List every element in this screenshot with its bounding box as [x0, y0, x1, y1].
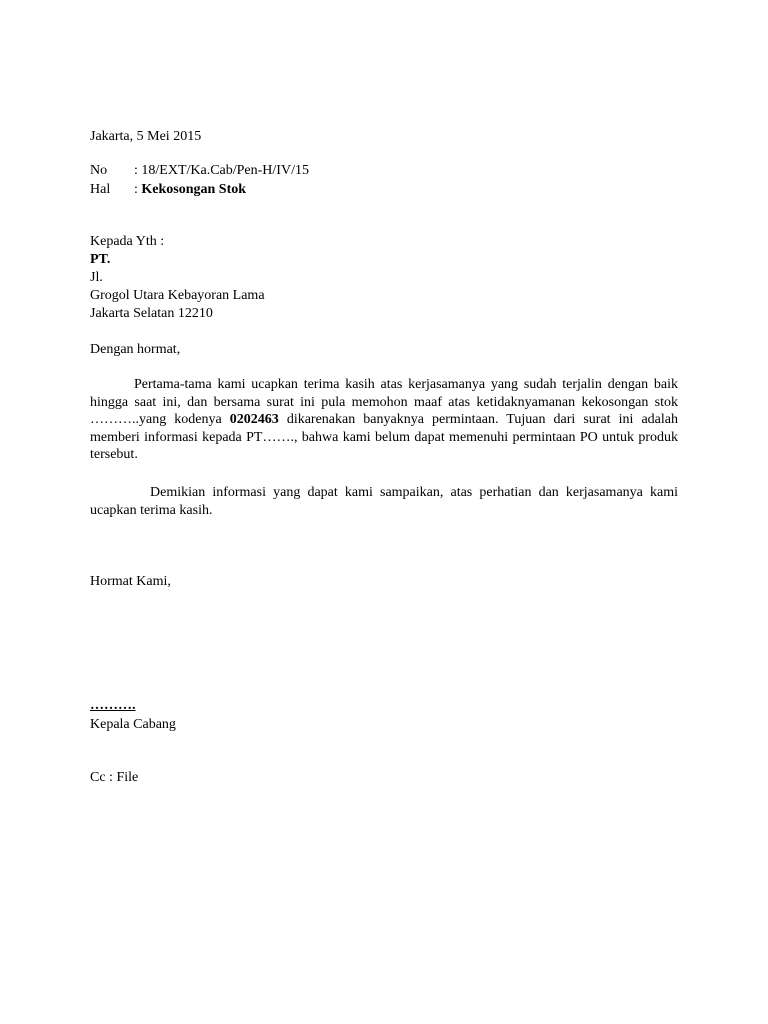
subject-row: [90, 181, 246, 199]
letter-number-row: [90, 162, 309, 180]
subject-label: Hal: [90, 182, 111, 197]
body-paragraph-1-end: dikarenakan banyaknya permintaan. Tujuan dari surat ini adalah memberi informasi kepada PT……., bahwa kami belum dapat memenuhi permintaan PO untuk produk tersebut.: [90, 412, 678, 463]
closing: Hormat Kami,: [90, 574, 171, 589]
signer-name: ……….: [90, 698, 136, 713]
subject-colon: :: [134, 182, 142, 197]
product-code: 0202463: [229, 412, 279, 428]
recipient-company: PT.: [90, 252, 111, 267]
recipient-intro: Kepada Yth :: [90, 234, 165, 249]
body-paragraph-1: [90, 376, 678, 464]
recipient-area: Grogol Utara Kebayoran Lama: [90, 288, 265, 303]
letter-number-value: : 18/EXT/Ka.Cab/Pen-H/IV/15: [134, 163, 309, 178]
subject-value: Kekosongan Stok: [141, 182, 247, 197]
recipient-city: Jakarta Selatan 12210: [90, 306, 213, 321]
body-paragraph-2: Demikian informasi yang dapat kami sampaikan, atas perhatian dan kerjasamanya kami ucapkan terima kasih.: [90, 485, 678, 518]
recipient-street: Jl.: [90, 270, 103, 285]
letter-number-label: No: [90, 163, 108, 178]
body-paragraph-1-start: Pertama-tama kami ucapkan terima kasih atas kerjasamanya yang sudah terjalin dengan baik hingga saat ini, dan bersama surat ini pula memohon maaf atas ketidaknyamanan kekosongan stok ………..yang kodenya: [90, 377, 678, 428]
signer-title: Kepala Cabang: [90, 717, 176, 732]
place-date: Jakarta, 5 Mei 2015: [90, 129, 202, 144]
carbon-copy: Cc : File: [90, 770, 139, 785]
salutation: Dengan hormat,: [90, 342, 181, 357]
